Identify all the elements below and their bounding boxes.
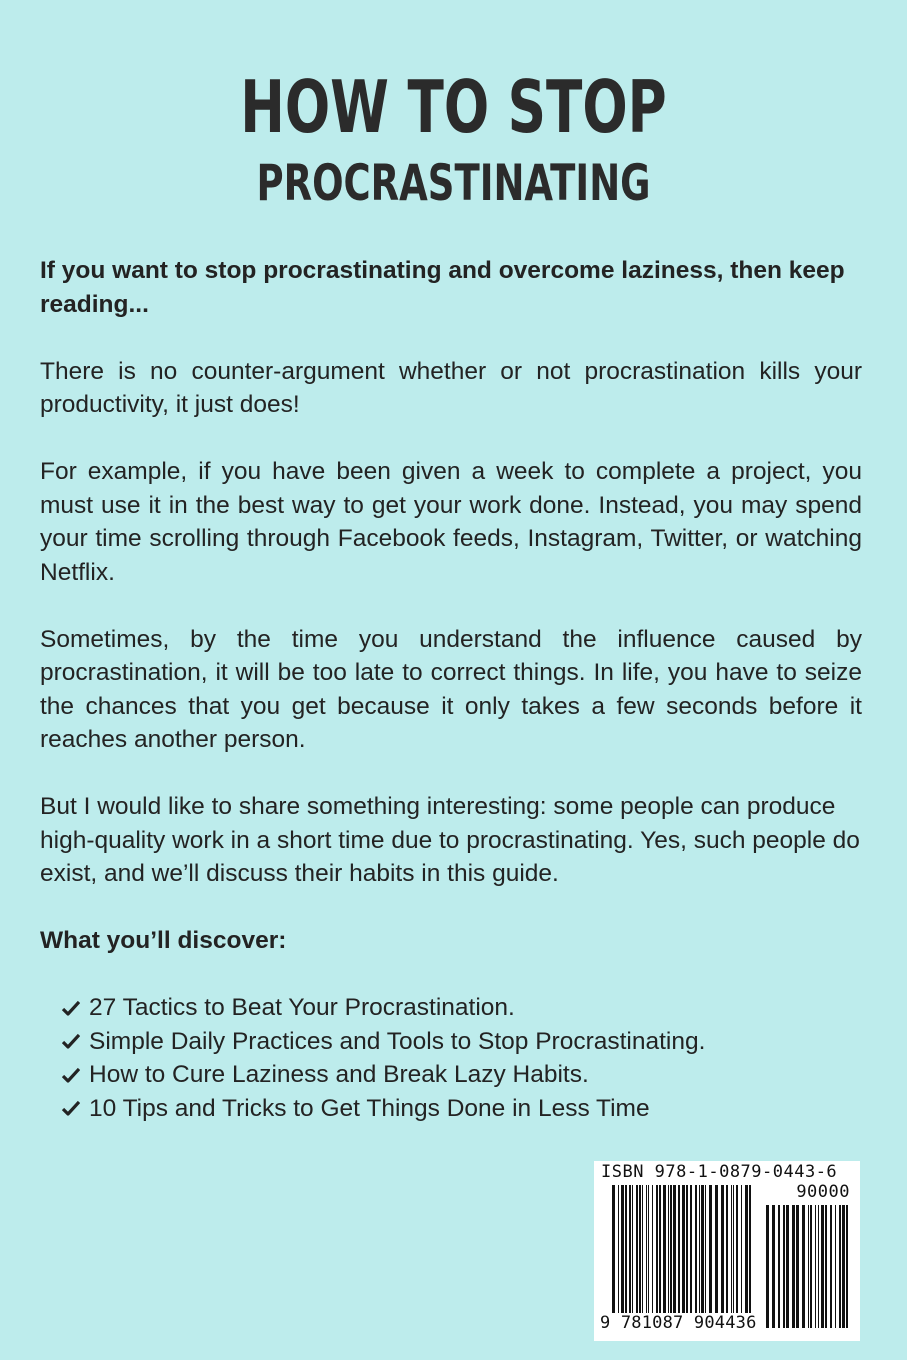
lead-paragraph: If you want to stop procrastinating and overcome laziness, then keep reading... (40, 257, 845, 318)
barcode-bar (731, 1185, 732, 1328)
barcode-bar (646, 1185, 647, 1328)
barcode-bar (670, 1185, 672, 1328)
barcode-bar (701, 1185, 704, 1328)
barcode-bar (830, 1205, 832, 1328)
barcode-bar (673, 1185, 676, 1328)
checkmark-icon (62, 1066, 80, 1084)
list-item-text: 10 Tips and Tricks to Get Things Done in Less Time (89, 1094, 650, 1122)
barcode-bar (695, 1185, 697, 1328)
barcode-bar (642, 1185, 643, 1328)
barcode-bar (705, 1185, 706, 1328)
barcode-bar (842, 1205, 845, 1328)
barcode-bar (818, 1205, 819, 1328)
barcode-bar (668, 1185, 669, 1328)
checkmark-icon (62, 999, 80, 1017)
barcode-bar (726, 1185, 728, 1328)
barcode-bar (618, 1185, 619, 1328)
barcode-bar (682, 1185, 685, 1328)
barcode-bars (612, 1185, 752, 1328)
list-item (62, 991, 862, 1025)
barcode-bar (808, 1205, 809, 1328)
list-item (62, 1025, 862, 1059)
barcode-bar (772, 1205, 775, 1328)
list-item (62, 1092, 862, 1126)
barcode-bar (825, 1205, 827, 1328)
barcode-bar (796, 1205, 799, 1328)
barcode-bar (815, 1205, 816, 1328)
barcode-bar (839, 1205, 841, 1328)
barcode-bar (652, 1185, 653, 1328)
ean-digits: 9 781087 904436 (600, 1313, 757, 1333)
barcode-bar (621, 1185, 624, 1328)
paragraph-1: There is no counter-argument whether or not procrastination kills your productivity, it just does! (40, 357, 862, 418)
barcode-bar (802, 1205, 805, 1328)
title-line-1: HOW TO STOP (240, 65, 667, 149)
discover-list (40, 991, 862, 1125)
barcode-bar (749, 1185, 751, 1328)
barcode-bar (766, 1205, 769, 1328)
checkmark-icon (62, 1099, 80, 1117)
title-line-2: PROCRASTINATING (256, 154, 651, 212)
barcode-digits (598, 1313, 858, 1333)
barcode-bar (690, 1185, 692, 1328)
barcode-bar (625, 1185, 627, 1328)
barcode-bar (821, 1205, 824, 1328)
list-item-text: Simple Daily Practices and Tools to Stop Procrastinating. (89, 1027, 706, 1055)
barcode-bar (778, 1205, 780, 1328)
barcode-bar (699, 1185, 700, 1328)
barcode-bar (656, 1185, 658, 1328)
cover-title (0, 62, 907, 214)
barcode-bar (639, 1185, 641, 1328)
isbn-label: ISBN 978-1-0879-0443-6 (601, 1162, 838, 1182)
barcode-bar (786, 1205, 789, 1328)
barcode-bar (846, 1205, 848, 1328)
barcode-bar (835, 1205, 836, 1328)
barcode-bar (663, 1185, 666, 1328)
barcode-bar (678, 1185, 680, 1328)
barcode-bar (745, 1185, 748, 1328)
list-item (62, 1058, 862, 1092)
checkmark-icon (62, 1032, 80, 1050)
barcode-bar (733, 1185, 734, 1328)
price-code: 90000 (796, 1182, 850, 1202)
barcode-bar (612, 1185, 615, 1328)
barcode-bar (636, 1185, 638, 1328)
barcode-bar (792, 1205, 795, 1328)
barcode-bar (741, 1185, 742, 1328)
barcode-bar (632, 1185, 633, 1328)
list-item-text: 27 Tactics to Beat Your Procrastination. (89, 994, 515, 1021)
barcode-bar (709, 1185, 712, 1328)
paragraph-2: For example, if you have been given a week to complete a project, you must use it in the best way to get your work done. Instead, you may spend your time scrolling through Facebook feeds, Instagram, Twitter, or watching Netflix. (40, 458, 862, 586)
list-item-text: How to Cure Laziness and Break Lazy Habits. (89, 1061, 589, 1088)
isbn-barcode (594, 1161, 860, 1341)
blurb (40, 254, 862, 1125)
paragraph-4: But I would like to share something interesting: some people can produce high-quality work in a short time due to procrastinating. Yes, such people do exist, and we’ll discuss their habits in this guide. (40, 793, 860, 887)
barcode-bar (686, 1185, 688, 1328)
barcode-bar (810, 1205, 812, 1328)
discover-heading: What you’ll discover: (40, 927, 287, 954)
barcode-bar (721, 1185, 724, 1328)
barcode-bar (783, 1205, 785, 1328)
paragraph-3: Sometimes, by the time you understand the influence caused by procrastination, it will be too late to correct things. In life, you have to seize the chances that you get because it only takes a few seconds before it reaches another person. (40, 625, 862, 753)
barcode-bar (715, 1185, 718, 1328)
barcode-bar (736, 1185, 738, 1328)
barcode-bar (648, 1185, 649, 1328)
barcode-bar (629, 1185, 631, 1328)
barcode-bar (659, 1185, 661, 1328)
barcode-addon-bars (766, 1205, 848, 1328)
